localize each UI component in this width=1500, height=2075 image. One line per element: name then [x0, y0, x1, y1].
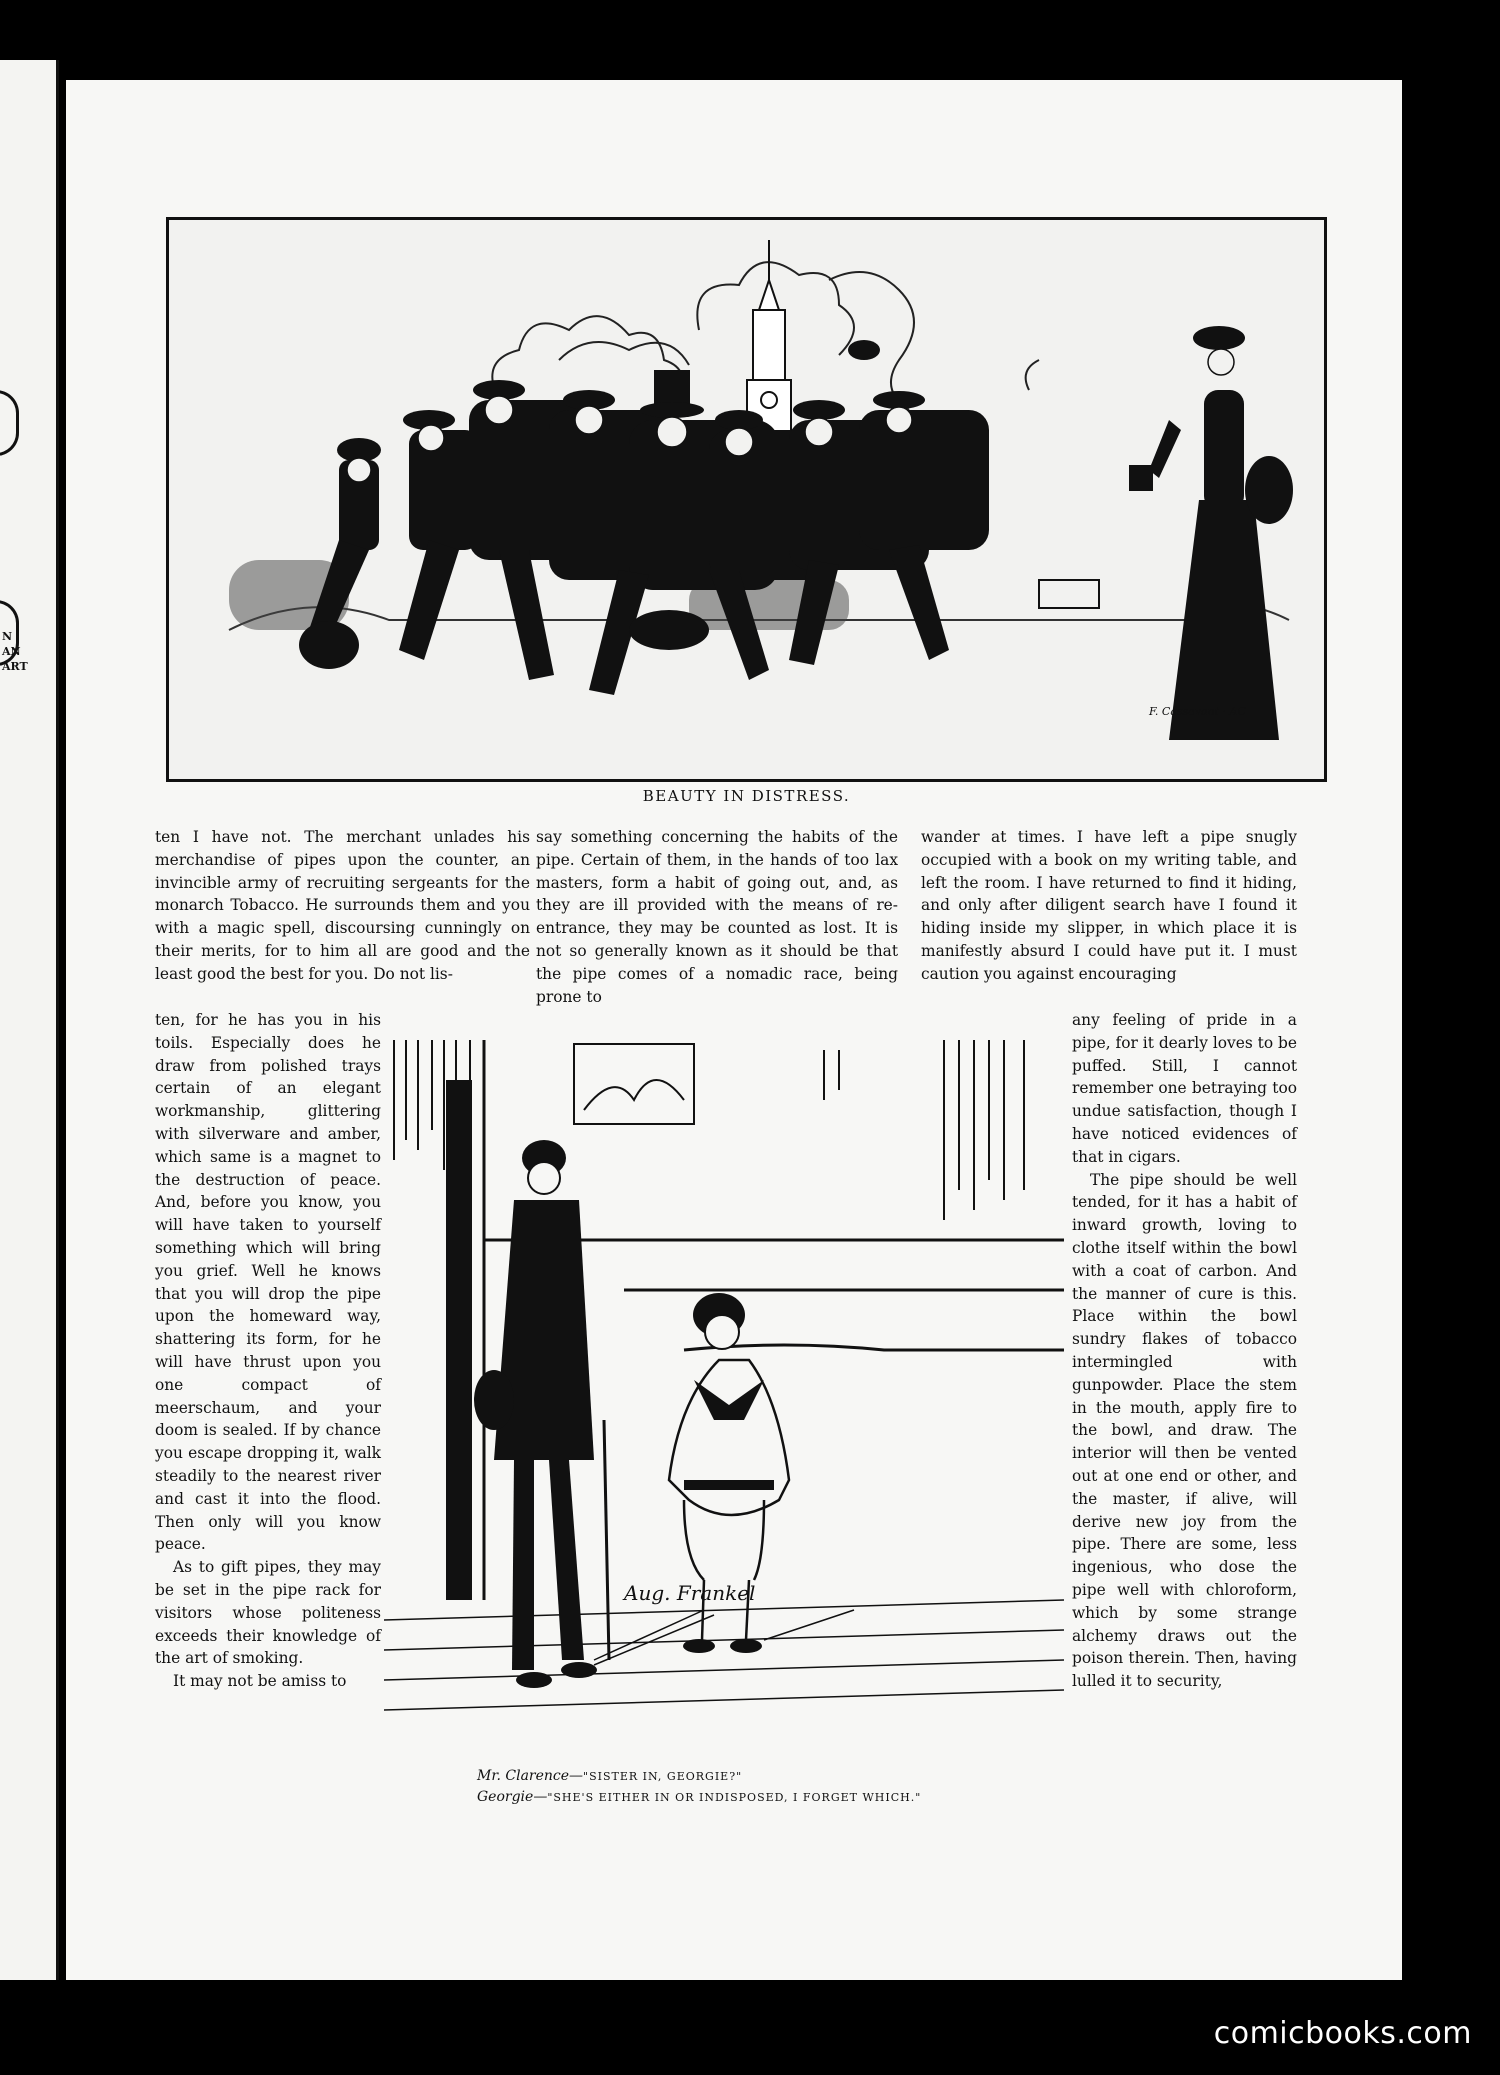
paragraph: wander at times. I have left a pipe snugly occupied with a book on my writing table, and left the room. I have returned to find it hiding, and only after diligent search have I found it hiding inside my slipper, in which place it is manifestly absurd I could have put it. I must caution you against encouraging: [921, 828, 1297, 983]
facing-page-edge: [0, 60, 59, 1980]
paragraph: As to gift pipes, they may be set in the pipe rack for visitors whose politeness exceeds their knowledge of the art of smoking.: [155, 1558, 381, 1668]
illustration-beauty-in-distress: [166, 217, 1327, 782]
illustration-signature: F. Cassavant · AC: [1149, 705, 1246, 718]
facing-page-fragment: ART: [2, 660, 28, 673]
column-3-lower: [1072, 1009, 1297, 1693]
column-2-upper: [536, 826, 898, 1008]
illustration-signature: Aug. Frankel: [624, 1581, 756, 1605]
paragraph: It may not be amiss to: [173, 1672, 347, 1691]
column-1-upper: [155, 826, 530, 986]
column-3-upper: [921, 826, 1297, 986]
caption-speaker: Mr. Clarence—: [477, 1768, 584, 1784]
drawing-room-illustration: [384, 1040, 1064, 1734]
crowd-illustration: [169, 220, 1324, 779]
facing-page-ornament: [0, 390, 19, 456]
site-watermark: comicbooks.com: [1213, 2016, 1472, 2051]
caption-speaker: Georgie—: [477, 1789, 548, 1805]
caption-dialogue: "SISTER IN, GEORGIE?": [583, 1770, 743, 1783]
paragraph: ten, for he has you in his toils. Especially does he draw from polished trays certain of an elegant workmanship, glittering with silverware and amber, which same is a magnet to the destruction of peace. And, before you know, you will have taken to yourself something which will bring you grief. Well he knows that you will drop the pipe upon the homeward way, shattering its form, for he will have thrust upon you one compact of meerschaum, and your doom is sealed. If by chance you escape dropping it, walk steadily to the nearest river and cast it into the flood. Then only will you know peace.: [155, 1011, 381, 1554]
caption-dialogue: "SHE'S EITHER IN OR INDISPOSED, I FORGET WHICH.": [547, 1791, 922, 1804]
magazine-page: [66, 80, 1402, 1980]
facing-page-fragment: N: [2, 630, 13, 643]
facing-page-fragment: AN: [2, 645, 21, 658]
illustration-mr-clarence-and-georgie: [384, 1040, 1064, 1734]
caption-beauty-in-distress: BEAUTY IN DISTRESS.: [642, 787, 851, 805]
column-1-lower: [155, 1009, 381, 1693]
caption-mr-clarence: [477, 1766, 1077, 1808]
paragraph: say something concerning the habits of the pipe. Certain of them, in the hands of too lax masters, form a habit of going out, and, as they are ill provided with the means of re-entrance, they may be counted as lost. It is not so generally known as it should be that the pipe comes of a nomadic race, being prone to: [536, 828, 898, 1006]
paragraph: The pipe should be well tended, for it has a habit of inward growth, loving to clothe itself within the bowl with a coat of carbon. And the manner of cure is this. Place within the bowl sundry flakes of tobacco intermingled with gunpowder. Place the stem in the mouth, apply fire to the bowl, and draw. The interior will then be vented out at one end or other, and the master, if alive, will derive new joy from the pipe. There are some, less ingenious, who dose the pipe well with chloroform, which by some strange alchemy draws out the poison therein. Then, having lulled it to security,: [1072, 1170, 1297, 1691]
paragraph: any feeling of pride in a pipe, for it dearly loves to be puffed. Still, I cannot remember one betraying too undue satisfaction, though I have noticed evidences of that in cigars.: [1072, 1011, 1297, 1166]
paragraph: ten I have not. The merchant unlades his merchandise of pipes upon the counter, an invincible army of recruiting sergeants for the monarch Tobacco. He surrounds them and you with a magic spell, discoursing cunningly on their merits, for to him all are good and the least good the best for you. Do not lis-: [155, 828, 530, 983]
